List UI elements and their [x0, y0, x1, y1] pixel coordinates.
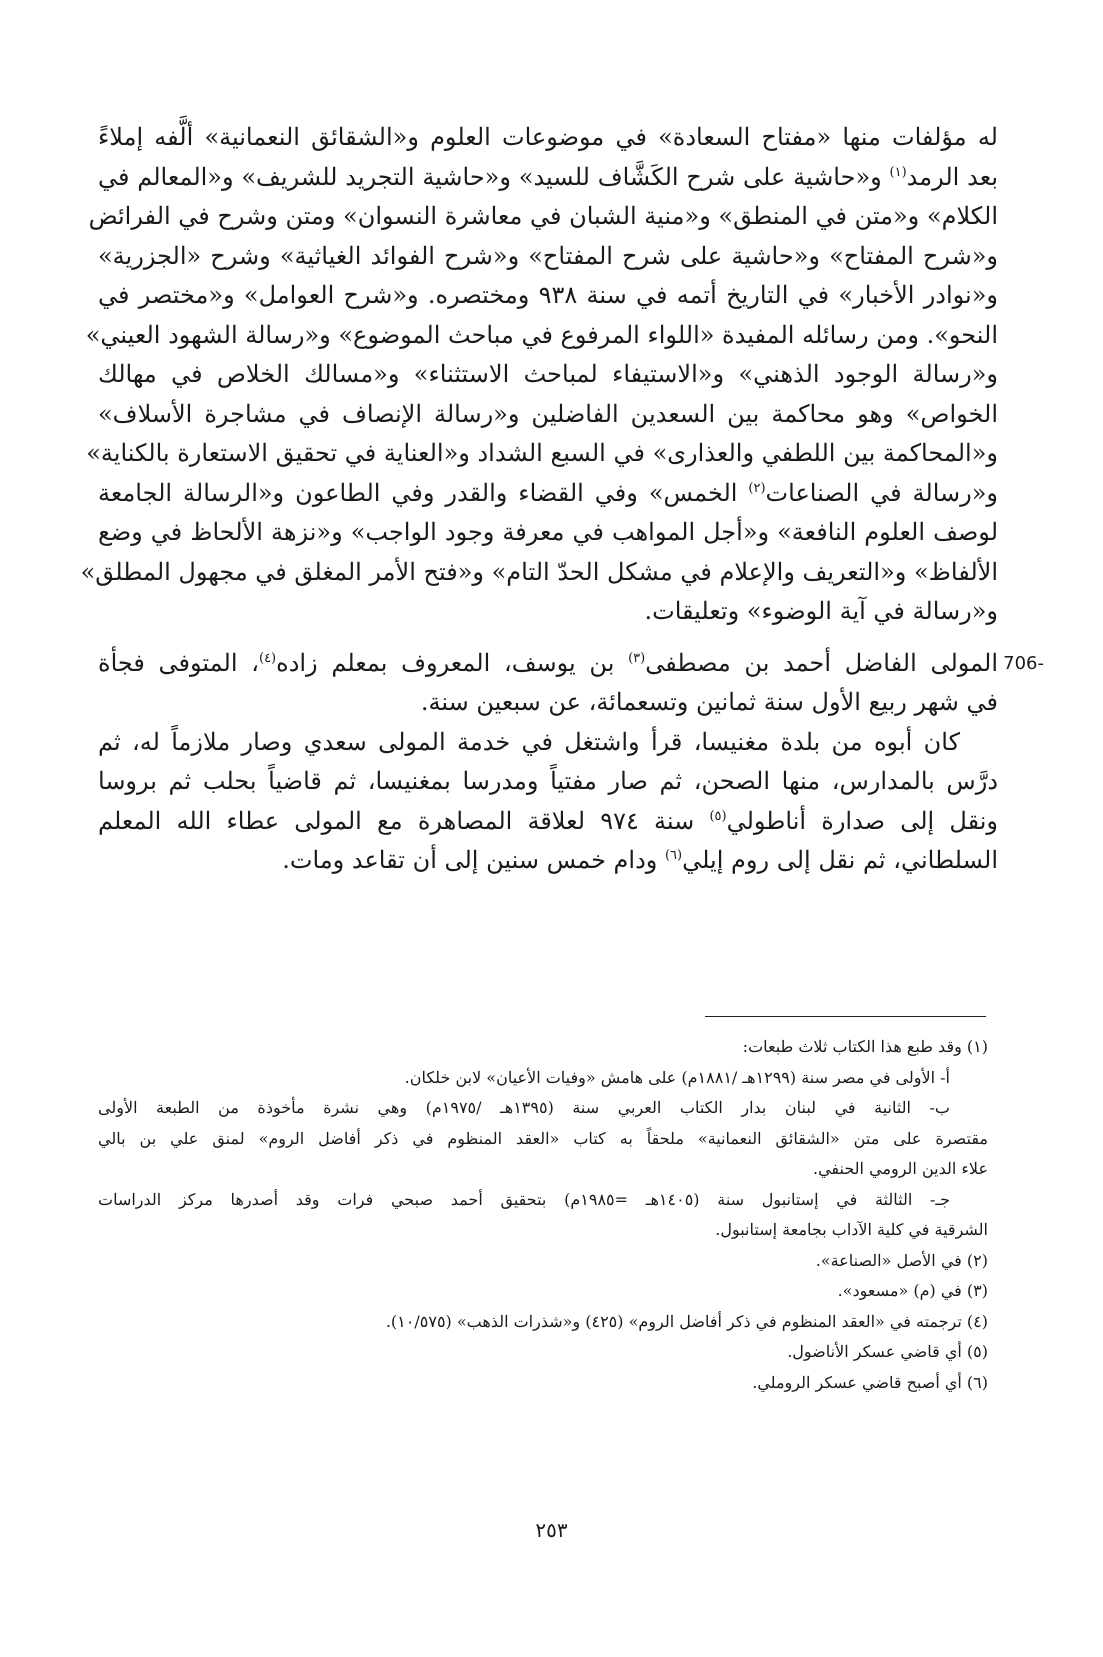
page-number: ٢٥٣: [535, 1518, 568, 1542]
footnote-line: (٢) في الأصل «الصناعة».: [815, 1250, 988, 1270]
text-line: ونقل إلى صدارة أناطولي$^{(٥)}$ سنة ٩٧٤ لعلاقة المصاهرة مع المولى عطاء الله المعلم: [98, 806, 998, 835]
footnote-line: (٦) أي أصبح قاضي عسكر الروملي.: [752, 1372, 988, 1392]
footnote-line: (٣) في (م) «مسعود».: [837, 1281, 988, 1300]
text-line: و«المحاكمة بين اللطفي والعذارى» في السبع الشداد و«العناية في تحقيق الاستعارة بالكناية»: [86, 439, 998, 467]
footnote-ref[interactable]: (٢): [748, 480, 766, 496]
text-line: الخواص» وهو محاكمة بين السعدين الفاضلين و«رسالة الإنصاف في مشاجرة الأسلاف»: [98, 399, 998, 428]
footnote-separator: [705, 1016, 986, 1017]
footnote-line: (٤) ترجمته في «العقد المنظوم في ذكر أفاضل الروم» (٤٢٥) و«شذرات الذهب» (١٠/٥٧٥).: [385, 1311, 988, 1331]
footnote-ref[interactable]: (٣): [628, 650, 646, 666]
footnote-line: (٥) أي قاضي عسكر الأناضول.: [787, 1342, 988, 1361]
footnote-ref[interactable]: (١): [889, 164, 907, 180]
text-line: و«رسالة في الصناعات$^{(٢)}$ الخمس» وفي القضاء والقدر وفي الطاعون و«الرسالة الجامعة: [98, 478, 998, 507]
text-line: و«نوادر الأخبار» في التاريخ أتمه في سنة ٩٣٨ ومختصره. و«شرح العوامل» و«مختصر في: [98, 281, 998, 309]
footnote-ref[interactable]: (٥): [709, 808, 727, 824]
footnotes: [98, 1032, 988, 1398]
footnote-line: جـ- الثالثة في إستانبول سنة (١٤٠٥هـ =١٩٨٥م) بتحقيق أحمد صبحي فرات وقد أصدرها مركز الدراسات: [98, 1189, 951, 1209]
footnote-line: (١) وقد طبع هذا الكتاب ثلاث طبعات:: [742, 1037, 988, 1056]
text-line: درَّس بالمدارس، منها الصحن، ثم صار مفتياً ومدرسا بمغنيسا، ثم قاضياً بحلب ثم بروسا: [98, 767, 998, 795]
entry-number: 706-: [1003, 652, 1044, 674]
text-line: الألفاظ» و«التعريف والإعلام في مشكل الحدّ التام» و«فتح الأمر المغلق في مجهول المطلق»: [80, 557, 998, 586]
text-line: و«رسالة في آية الوضوء» وتعليقات.: [644, 597, 998, 625]
text-line: السلطاني، ثم نقل إلى روم إيلي$^{(٦)}$ ودام خمس سنين إلى أن تقاعد ومات.: [282, 846, 998, 874]
text-line: له مؤلفات منها «مفتاح السعادة» في موضوعات العلوم و«الشقائق النعمانية» ألَّفه إملاءً: [98, 123, 998, 151]
text-line: في شهر ربيع الأول سنة ثمانين وتسعمائة، عن سبعين سنة.: [420, 688, 998, 716]
footnote-line: أ- الأولى في مصر سنة (١٢٩٩هـ /١٨٨١م) على هامش «وفيات الأعيان» لابن خلكان.: [404, 1067, 950, 1087]
footnote-line: ب- الثانية في لبنان بدار الكتاب العربي سنة (١٣٩٥هـ /١٩٧٥م) وهي نشرة مأخوذة من الطبعة الأولى: [98, 1098, 950, 1117]
text-line: كان أبوه من بلدة مغنيسا، قرأ واشتغل في خدمة المولى سعدي وصار ملازماً له، ثم: [98, 727, 960, 756]
text-line: النحو». ومن رسائله المفيدة «اللواء المرفوع في مباحث الموضوع» و«رسالة الشهود العيني»: [85, 320, 998, 349]
footnote-line: مقتصرة على متن «الشقائق النعمانية» ملحقاً به كتاب «العقد المنظوم في ذكر أفاضل الروم» لمنق علي بن بالي: [98, 1128, 989, 1148]
footnote-line: الشرقية في كلية الآداب بجامعة إستانبول.: [715, 1220, 988, 1239]
text-line: الكلام» و«متن في المنطق» و«منية الشبان في معاشرة النسوان» ومتن وشرح في الفرائض: [88, 202, 998, 230]
footnote-ref[interactable]: (٤): [258, 650, 277, 666]
text-line: لوصف العلوم النافعة» و«أجل المواهب في معرفة وجود الواجب» و«نزهة الألحاظ في وضع: [98, 518, 998, 546]
text-line: و«رسالة الوجود الذهني» و«الاستيفاء لمباحث الاستثناء» و«مسالك الخلاص في مهالك: [98, 360, 998, 388]
entry-heading-line: 706- المولى الفاضل أحمد بن مصطفى$^{(٣)}$ بن يوسف، المعروف بمعلم زاده$^{(٤)}$، المتوفى فجأة: [98, 644, 998, 684]
text-line: بعد الرمد$^{(١)}$ و«حاشية على شرح الكَشَّاف للسيد» و«حاشية التجريد للشريف» و«المعالم في: [98, 162, 998, 191]
main-text: [80, 118, 1044, 881]
text-line: و«شرح المفتاح» و«حاشية على شرح المفتاح» و«شرح الفوائد الغياثية» وشرح «الجزرية»: [98, 241, 998, 270]
footnote-ref[interactable]: (٦): [664, 848, 683, 863]
footnote-line: علاء الدين الرومي الحنفي.: [813, 1159, 988, 1178]
